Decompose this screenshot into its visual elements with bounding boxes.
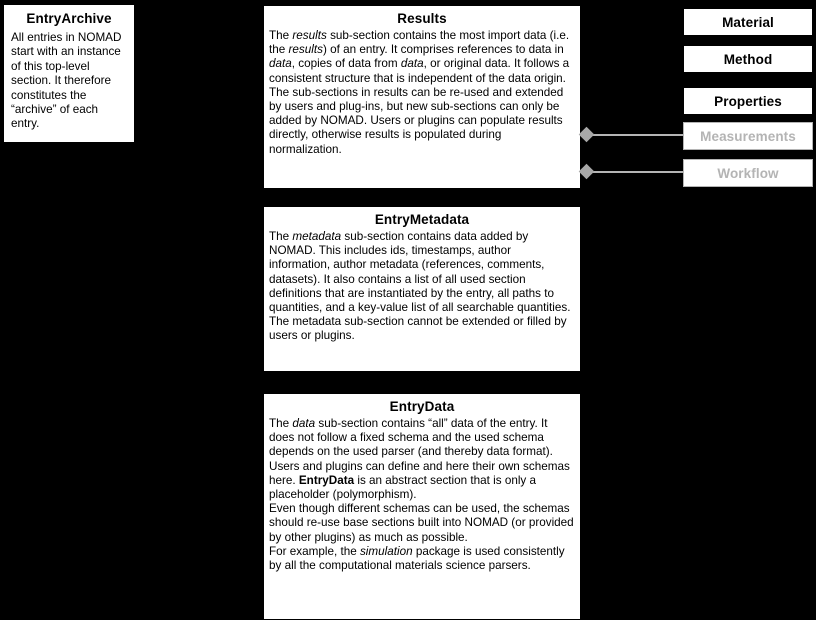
class-box-entry-metadata[interactable]	[263, 206, 581, 372]
class-title-measurements: Measurements	[700, 128, 796, 144]
class-box-properties[interactable]	[683, 87, 813, 115]
connector-results-measurements	[588, 134, 683, 136]
paragraph: The metadata sub-section contains data added by NOMAD. This includes ids, timestamps, author information, author metadata (references, comments, datasets). It also contains a list of all used section definitions that are instantiated by the entry, all paths to quantities, and a key-value list of all searchable quantities.	[269, 230, 571, 315]
class-title-method: Method	[723, 51, 773, 67]
class-body-entry-data	[264, 417, 580, 576]
paragraph: Even though different schemas can be used, the schemas should re-use base sections built into NOMAD (or provided by other plugins) as much as possible.	[269, 502, 574, 544]
class-title-results: Results	[397, 11, 447, 26]
class-title-entry-metadata: EntryMetadata	[374, 212, 470, 227]
class-box-entry-data[interactable]	[263, 393, 581, 620]
paragraph: The sub-sections in results can be re-used and extended by users and plug-ins, but new sub-sections can only be added by NOMAD. Users or plugins can populate results directly, otherwise results is populated during normalization.	[269, 85, 564, 156]
class-title-workflow: Workflow	[717, 165, 779, 181]
class-title-properties: Properties	[714, 93, 782, 109]
connector-results-workflow	[588, 171, 683, 173]
class-body-results	[264, 29, 580, 160]
paragraph: The metadata sub-section cannot be extended or filled by users or plugins.	[269, 315, 567, 343]
class-title-entry-data: EntryData	[389, 399, 455, 414]
class-box-results[interactable]	[263, 5, 581, 189]
class-box-measurements[interactable]	[683, 122, 813, 150]
paragraph: For example, the simulation package is used consistently by all the computational materials science parsers.	[269, 544, 565, 573]
class-box-workflow[interactable]	[683, 159, 813, 187]
class-box-entry-archive[interactable]	[3, 4, 135, 143]
composition-diamond-icon	[579, 127, 595, 143]
paragraph: The data sub-section contains “all” data of the entry. It does not follow a fixed schema and the used schema depends on the used parser (and thereby data format). Users and plugins can define and here their own schemas here. EntryData is an abstract section that is only a placeholder (polymorphism).	[269, 417, 570, 502]
composition-diamond-icon	[579, 164, 595, 180]
class-body-entry-archive	[4, 31, 134, 135]
class-title-entry-archive: EntryArchive	[26, 11, 112, 26]
paragraph: The results sub-section contains the most import data (i.e. the results) of an entry. It comprises references to data in data, copies of data from data, or original data. It follows a consistent structure that is independent of the data origin.	[269, 29, 570, 85]
paragraph: All entries in NOMAD start with an instance of this top-level section. It therefore constitutes the “archive” of each entry.	[11, 31, 122, 131]
class-body-entry-metadata	[264, 230, 580, 347]
class-title-material: Material	[722, 14, 774, 30]
class-box-material[interactable]	[683, 8, 813, 36]
class-box-method[interactable]	[683, 45, 813, 73]
